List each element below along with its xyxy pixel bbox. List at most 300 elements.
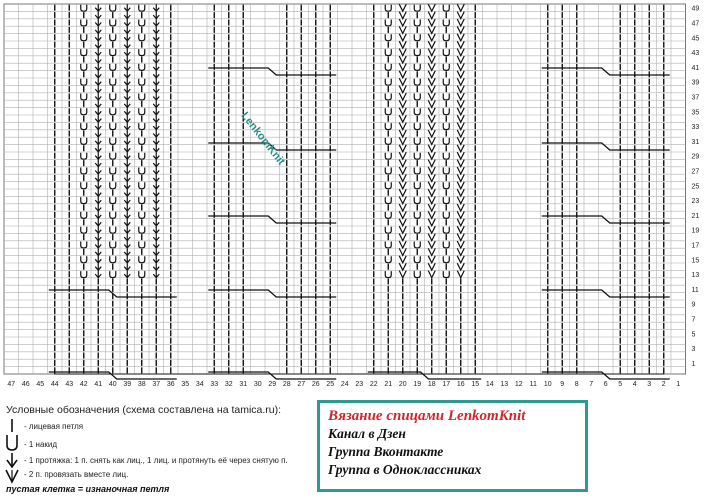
yarn-over xyxy=(385,242,391,249)
yarn-over xyxy=(385,20,391,27)
k2tog xyxy=(457,271,464,278)
yarn-over xyxy=(139,212,145,219)
info-box xyxy=(317,400,588,492)
k2tog xyxy=(428,86,435,93)
row-label: 19 xyxy=(691,227,700,235)
cable-cross xyxy=(208,290,336,297)
cable-cross xyxy=(542,290,670,297)
k2tog xyxy=(399,145,406,152)
yarn-over xyxy=(110,168,116,175)
yarn-over xyxy=(414,197,420,204)
yarn-over xyxy=(139,153,145,160)
k2tog xyxy=(457,219,464,226)
yarn-over xyxy=(443,182,449,189)
row-label: 31 xyxy=(691,138,700,146)
yarn-over xyxy=(443,138,449,145)
yarn-over xyxy=(139,5,145,12)
col-label: 23 xyxy=(355,381,364,388)
col-label: 13 xyxy=(500,381,509,388)
k2tog xyxy=(428,63,435,70)
k2tog xyxy=(399,49,406,56)
k2tog xyxy=(428,182,435,189)
yarn-over xyxy=(81,49,87,56)
col-label: 35 xyxy=(181,381,190,388)
yarn-over xyxy=(139,227,145,234)
yarn-over xyxy=(414,271,420,278)
col-label: 47 xyxy=(7,381,16,388)
yarn-over xyxy=(110,271,116,278)
yarn-over xyxy=(110,64,116,71)
k2tog xyxy=(428,145,435,152)
yarn-over xyxy=(385,49,391,56)
col-label: 40 xyxy=(108,381,117,388)
yarn-over xyxy=(81,123,87,130)
k2tog xyxy=(399,197,406,204)
row-label: 1 xyxy=(691,360,696,368)
yarn-over xyxy=(414,182,420,189)
col-label: 25 xyxy=(326,381,335,388)
yarn-over xyxy=(414,153,420,160)
k2tog xyxy=(428,167,435,174)
k2tog xyxy=(428,234,435,241)
yarn-over xyxy=(139,94,145,101)
yarn-over xyxy=(443,168,449,175)
row-label: 23 xyxy=(691,198,700,206)
k2tog xyxy=(399,123,406,130)
col-label: 3 xyxy=(647,381,652,388)
yarn-over xyxy=(385,5,391,12)
row-label: 37 xyxy=(691,94,700,102)
k2tog xyxy=(457,78,464,85)
yarn-over xyxy=(81,153,87,160)
k2tog xyxy=(428,204,435,211)
col-label: 39 xyxy=(123,381,132,388)
row-label: 13 xyxy=(691,272,700,280)
yarn-over xyxy=(443,153,449,160)
row-label: 9 xyxy=(691,301,696,309)
col-label: 41 xyxy=(94,381,103,388)
yarn-over xyxy=(110,256,116,263)
k2tog xyxy=(457,123,464,130)
k2tog xyxy=(428,211,435,218)
k2tog xyxy=(457,56,464,63)
yarn-over xyxy=(81,20,87,27)
yarn-over xyxy=(414,256,420,263)
row-label: 21 xyxy=(691,212,700,220)
col-label: 18 xyxy=(427,381,436,388)
yarn-over xyxy=(81,79,87,86)
col-label: 46 xyxy=(21,381,30,388)
k2tog xyxy=(428,26,435,33)
legend-title: Условные обозначения (схема составлена на tamica.ru): xyxy=(6,404,282,416)
yarn-over xyxy=(443,34,449,41)
col-label: 44 xyxy=(50,381,59,388)
k2tog xyxy=(428,160,435,167)
k2tog xyxy=(399,63,406,70)
k2tog xyxy=(457,234,464,241)
yarn-over xyxy=(110,108,116,115)
k2tog xyxy=(399,189,406,196)
yarn-over xyxy=(110,197,116,204)
legend-item-slip-knit-pass: - 1 протяжка: 1 п. снять как лиц., 1 лиц. и протянуть её через снятую п. xyxy=(24,456,288,465)
yarn-over xyxy=(139,108,145,115)
yarn-over xyxy=(414,108,420,115)
col-label: 29 xyxy=(268,381,277,388)
legend-item-yarn-over: - 1 накид xyxy=(24,440,58,449)
cable-cross xyxy=(208,68,336,75)
col-label: 6 xyxy=(603,381,608,388)
yarn-over xyxy=(443,212,449,219)
col-label: 14 xyxy=(485,381,494,388)
k2tog xyxy=(457,71,464,78)
row-label: 7 xyxy=(691,316,696,324)
yarn-over xyxy=(110,153,116,160)
yarn-over xyxy=(443,5,449,12)
k2tog xyxy=(428,115,435,122)
yarn-over xyxy=(81,212,87,219)
col-label: 7 xyxy=(589,381,594,388)
col-label: 43 xyxy=(65,381,74,388)
k2tog xyxy=(457,174,464,181)
yarn-over xyxy=(81,271,87,278)
k2tog xyxy=(428,256,435,263)
k2tog xyxy=(399,211,406,218)
info-line-ok: Группа в Одноклассниках xyxy=(328,462,482,477)
k2tog xyxy=(399,174,406,181)
yarn-over xyxy=(110,79,116,86)
cable-cross xyxy=(542,372,670,379)
col-label: 19 xyxy=(413,381,422,388)
yarn-over xyxy=(414,94,420,101)
k2tog xyxy=(457,49,464,56)
k2tog xyxy=(428,248,435,255)
yarn-over xyxy=(443,123,449,130)
yarn-over xyxy=(139,20,145,27)
legend-item-k2tog: - 2 п. провязать вместе лиц. xyxy=(24,470,129,479)
yarn-over xyxy=(443,271,449,278)
slip-knit-pass-icon xyxy=(7,453,17,467)
k2tog xyxy=(399,241,406,248)
col-label: 20 xyxy=(398,381,407,388)
k2tog xyxy=(399,160,406,167)
k2tog xyxy=(399,56,406,63)
yarn-over xyxy=(385,34,391,41)
k2tog xyxy=(428,152,435,159)
row-label: 35 xyxy=(691,109,700,117)
yarn-over xyxy=(110,20,116,27)
row-label: 39 xyxy=(691,79,700,87)
k2tog xyxy=(428,271,435,278)
k2tog xyxy=(428,93,435,100)
row-label: 47 xyxy=(691,20,700,28)
col-label: 15 xyxy=(471,381,480,388)
col-label: 10 xyxy=(543,381,552,388)
k2tog xyxy=(399,137,406,144)
yarn-over xyxy=(110,242,116,249)
k2tog xyxy=(428,189,435,196)
k2tog xyxy=(457,100,464,107)
yarn-over xyxy=(139,168,145,175)
yarn-over xyxy=(385,64,391,71)
yarn-over xyxy=(110,227,116,234)
k2tog xyxy=(457,137,464,144)
yarn-over xyxy=(110,94,116,101)
k2tog xyxy=(457,167,464,174)
yarn-over xyxy=(110,182,116,189)
k2tog xyxy=(428,49,435,56)
yarn-over xyxy=(385,227,391,234)
yarn-over xyxy=(385,123,391,130)
row-label: 49 xyxy=(691,5,700,13)
yarn-over xyxy=(443,79,449,86)
col-label: 24 xyxy=(340,381,349,388)
k2tog xyxy=(399,256,406,263)
k2tog xyxy=(457,115,464,122)
yarn-over xyxy=(81,64,87,71)
yarn-over xyxy=(139,49,145,56)
yarn-over xyxy=(110,138,116,145)
yarn-over xyxy=(81,138,87,145)
k2tog xyxy=(428,226,435,233)
k2tog xyxy=(457,197,464,204)
yarn-over xyxy=(139,242,145,249)
k2tog xyxy=(399,26,406,33)
k2tog xyxy=(457,4,464,11)
col-label: 34 xyxy=(195,381,204,388)
k2tog xyxy=(428,4,435,11)
k2tog xyxy=(428,123,435,130)
col-label: 9 xyxy=(560,381,565,388)
col-label: 36 xyxy=(166,381,175,388)
yarn-over xyxy=(139,138,145,145)
yarn-over xyxy=(139,79,145,86)
k2tog xyxy=(457,152,464,159)
info-line-dzen: Канал в Дзен xyxy=(328,426,406,441)
cable-cross xyxy=(542,216,670,223)
yarn-over xyxy=(414,138,420,145)
yarn-over xyxy=(443,197,449,204)
yarn-over xyxy=(81,5,87,12)
yarn-over xyxy=(139,256,145,263)
yarn-over xyxy=(385,168,391,175)
col-label: 27 xyxy=(297,381,306,388)
k2tog xyxy=(457,108,464,115)
col-label: 5 xyxy=(618,381,623,388)
col-label: 31 xyxy=(239,381,248,388)
yarn-over xyxy=(81,168,87,175)
k2tog xyxy=(399,152,406,159)
k2tog xyxy=(457,93,464,100)
k2tog xyxy=(457,241,464,248)
col-label: 17 xyxy=(442,381,451,388)
k2tog xyxy=(457,63,464,70)
yarn-over xyxy=(139,64,145,71)
k2tog xyxy=(399,248,406,255)
k2tog xyxy=(428,19,435,26)
col-label: 21 xyxy=(384,381,393,388)
yarn-over xyxy=(81,256,87,263)
k2tog xyxy=(399,12,406,19)
yarn-over xyxy=(139,34,145,41)
k2tog xyxy=(399,86,406,93)
k2tog xyxy=(399,4,406,11)
k2tog xyxy=(457,263,464,270)
k2tog xyxy=(399,115,406,122)
k2tog xyxy=(428,12,435,19)
k2tog xyxy=(428,263,435,270)
k2tog xyxy=(399,78,406,85)
col-label: 11 xyxy=(529,381,537,388)
k2tog xyxy=(399,204,406,211)
cable-cross xyxy=(208,216,336,223)
yarn-over xyxy=(139,271,145,278)
yarn-over xyxy=(414,64,420,71)
yarn-over xyxy=(443,94,449,101)
k2tog xyxy=(399,271,406,278)
yarn-over xyxy=(110,5,116,12)
k2tog xyxy=(399,93,406,100)
row-label: 11 xyxy=(691,286,699,294)
watermark: LenkomKnit xyxy=(238,110,288,168)
k2tog xyxy=(428,108,435,115)
k2tog xyxy=(457,26,464,33)
yarn-over xyxy=(385,108,391,115)
k2tog xyxy=(399,108,406,115)
legend-empty-cell: пустая клетка = изнаночная петля xyxy=(6,484,170,494)
k2tog xyxy=(428,56,435,63)
k2tog xyxy=(428,100,435,107)
yarn-over xyxy=(414,227,420,234)
yarn-over xyxy=(81,197,87,204)
col-label: 30 xyxy=(253,381,262,388)
yarn-over xyxy=(385,271,391,278)
yarn-over xyxy=(414,123,420,130)
k2tog xyxy=(399,219,406,226)
k2tog xyxy=(457,204,464,211)
k2tog xyxy=(428,130,435,137)
col-label: 38 xyxy=(137,381,146,388)
yarn-over xyxy=(414,5,420,12)
k2tog xyxy=(428,197,435,204)
yarn-over xyxy=(139,182,145,189)
k2tog xyxy=(457,256,464,263)
k2tog xyxy=(457,12,464,19)
legend-icons xyxy=(0,415,20,485)
row-label: 45 xyxy=(691,35,700,43)
row-label: 3 xyxy=(691,346,696,354)
info-line-vk: Группа Вконтакте xyxy=(328,444,444,459)
k2tog xyxy=(399,167,406,174)
k2tog xyxy=(457,86,464,93)
k2tog xyxy=(399,130,406,137)
yarn-over xyxy=(414,168,420,175)
yarn-over xyxy=(385,94,391,101)
yarn-over xyxy=(414,79,420,86)
k2tog xyxy=(457,19,464,26)
k2tog xyxy=(457,34,464,41)
yarn-over xyxy=(81,227,87,234)
yarn-over xyxy=(385,79,391,86)
k2tog xyxy=(457,226,464,233)
col-label: 4 xyxy=(632,381,637,388)
k2tog xyxy=(428,219,435,226)
yarn-over xyxy=(414,34,420,41)
yarn-over xyxy=(139,197,145,204)
k2tog xyxy=(457,130,464,137)
k2tog xyxy=(428,137,435,144)
yarn-over xyxy=(443,64,449,71)
k2tog xyxy=(399,182,406,189)
k2tog xyxy=(399,41,406,48)
k2tog xyxy=(428,78,435,85)
k2tog xyxy=(457,248,464,255)
yarn-over xyxy=(385,182,391,189)
row-label: 29 xyxy=(691,153,700,161)
row-label: 5 xyxy=(691,331,696,339)
yarn-over xyxy=(81,34,87,41)
yarn-over xyxy=(414,20,420,27)
col-label: 28 xyxy=(282,381,291,388)
yarn-over xyxy=(443,108,449,115)
col-label: 45 xyxy=(36,381,45,388)
col-label: 12 xyxy=(514,381,523,388)
k2tog xyxy=(399,19,406,26)
cable-cross xyxy=(542,143,670,150)
cable-cross xyxy=(542,68,670,75)
row-label: 15 xyxy=(691,257,700,265)
yarn-over xyxy=(443,256,449,263)
k2tog xyxy=(428,41,435,48)
col-label: 26 xyxy=(311,381,320,388)
yarn-over xyxy=(443,242,449,249)
k2tog xyxy=(457,211,464,218)
col-label: 33 xyxy=(210,381,219,388)
k2tog xyxy=(399,226,406,233)
yarn-over xyxy=(443,227,449,234)
yarn-over-icon xyxy=(7,435,17,450)
row-label: 43 xyxy=(691,50,700,58)
yarn-over xyxy=(443,20,449,27)
k2tog xyxy=(457,160,464,167)
yarn-over xyxy=(110,212,116,219)
yarn-over xyxy=(414,212,420,219)
yarn-over xyxy=(385,153,391,160)
col-label: 37 xyxy=(152,381,161,388)
col-label: 16 xyxy=(456,381,465,388)
k2tog xyxy=(399,234,406,241)
k2tog xyxy=(457,145,464,152)
col-label: 2 xyxy=(661,381,666,388)
legend-item-knit: - лицевая петля xyxy=(24,422,84,431)
yarn-over xyxy=(110,49,116,56)
yarn-over xyxy=(81,182,87,189)
col-label: 32 xyxy=(224,381,233,388)
k2tog xyxy=(399,100,406,107)
col-label: 42 xyxy=(79,381,88,388)
row-label: 27 xyxy=(691,168,700,176)
k2tog xyxy=(399,34,406,41)
yarn-over xyxy=(81,94,87,101)
yarn-over xyxy=(139,123,145,130)
row-label: 17 xyxy=(691,242,700,250)
row-label: 33 xyxy=(691,124,700,132)
yarn-over xyxy=(385,197,391,204)
k2tog xyxy=(457,189,464,196)
k2tog xyxy=(399,71,406,78)
cable-cross xyxy=(208,372,336,379)
yarn-over xyxy=(385,256,391,263)
col-label: 22 xyxy=(369,381,378,388)
